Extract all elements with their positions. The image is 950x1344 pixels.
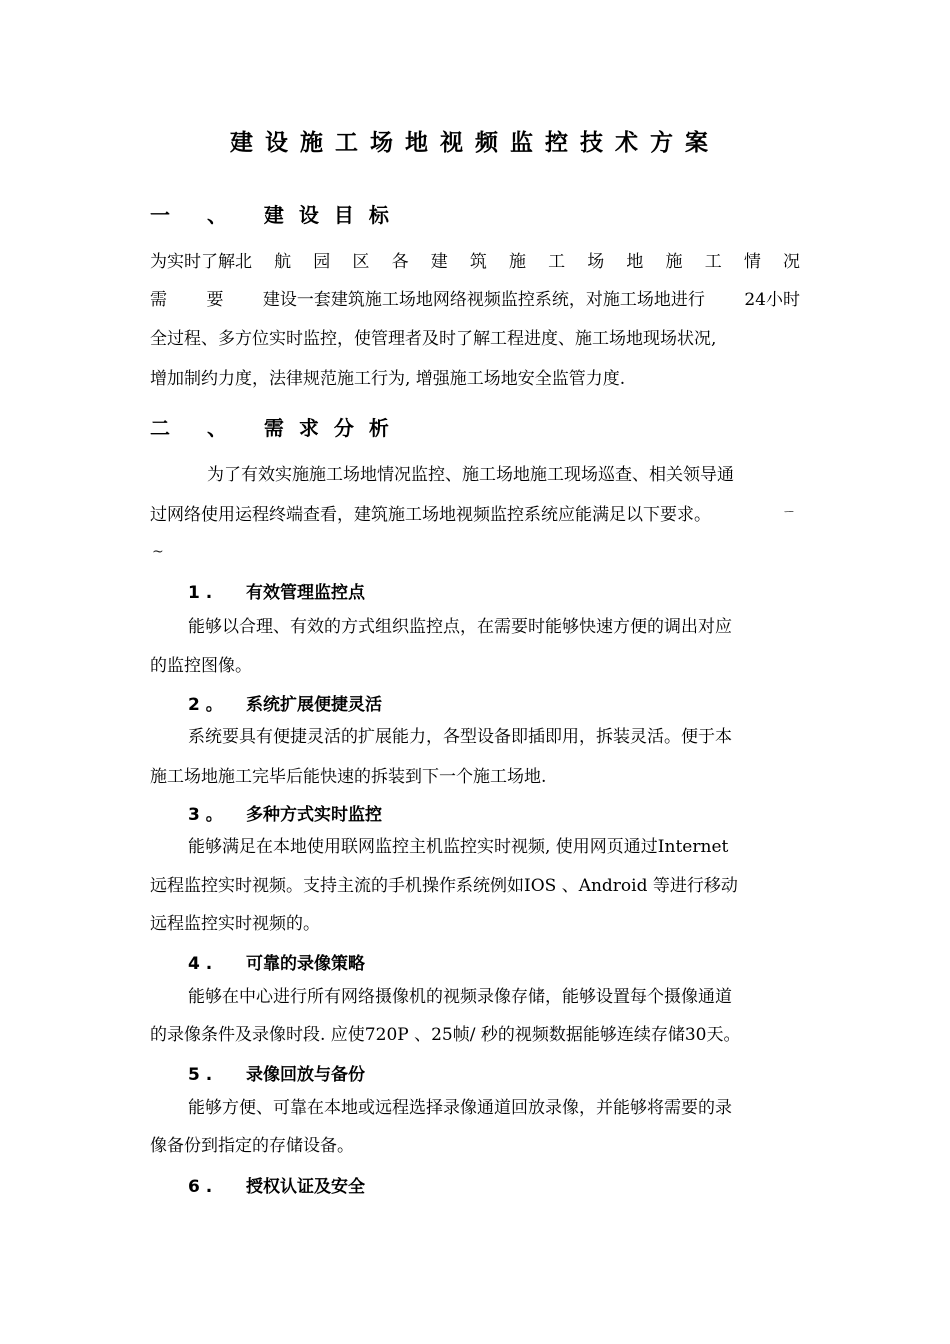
- item-number: 3 。: [188, 805, 223, 825]
- word: 场: [587, 252, 605, 272]
- item-title: 可靠的录像策略: [246, 954, 365, 974]
- paragraph-goals-line-3: 全过程、多方位实时监控，使管理者及时了解工程进度、施工场地现场状况,: [150, 329, 717, 349]
- word: 各: [391, 252, 409, 272]
- item-title: 授权认证及安全: [246, 1177, 365, 1197]
- item-title: 多种方式实时监控: [246, 805, 382, 825]
- requirement-4-line-2: 的录像条件及录像时段. 应使720P 、25帧/ 秒的视频数据能够连续存储30天。: [150, 1025, 741, 1045]
- requirement-heading-4: [188, 949, 365, 974]
- item-number: 2 。: [188, 695, 223, 715]
- word: 施: [508, 252, 526, 272]
- word: 筑: [469, 252, 487, 272]
- word: 航: [274, 252, 292, 272]
- requirement-3-line-1: 能够满足在本地使用联网监控主机监控实时视频, 使用网页通过Internet: [188, 837, 729, 857]
- requirement-heading-6: [188, 1172, 365, 1197]
- requirement-heading-2: [188, 690, 382, 715]
- requirement-3-line-3: 远程监控实时视频的。: [150, 914, 320, 934]
- word: 需: [150, 290, 167, 310]
- paragraph-intro-line-1: 为了有效实施施工场地情况监控、施工场地施工现场巡查、相关领导通: [207, 465, 734, 485]
- word: 园: [313, 252, 331, 272]
- word: 工: [548, 252, 566, 272]
- requirement-3-line-2: 远程监控实时视频。支持主流的手机操作系统例如IOS 、Android 等进行移动: [150, 876, 738, 896]
- word: 要: [206, 290, 224, 310]
- section-heading-goals: 一 、 建设目标: [150, 203, 404, 227]
- requirement-heading-5: [188, 1060, 365, 1085]
- item-number: 6 .: [188, 1177, 213, 1197]
- requirement-5-line-2: 像备份到指定的存储设备。: [150, 1136, 354, 1156]
- requirement-5-line-1: 能够方便、可靠在本地或远程选择录像通道回放录像，并能够将需要的录: [188, 1098, 732, 1118]
- requirement-2-line-2: 施工场地施工完毕后能快速的拆装到下一个施工场地.: [150, 767, 547, 787]
- item-number: 5 .: [188, 1065, 213, 1085]
- paragraph-goals-line-4: 增加制约力度，法律规范施工行为, 增强施工场地安全监管力度.: [150, 369, 626, 389]
- word: 建设一套建筑施工场地网络视频监控系统，对施工场地进行: [262, 290, 705, 310]
- item-title: 有效管理监控点: [246, 583, 365, 603]
- item-title: 录像回放与备份: [246, 1065, 365, 1085]
- word: 施: [665, 252, 683, 272]
- item-title: 系统扩展便捷灵活: [246, 695, 382, 715]
- requirement-heading-3: [188, 800, 382, 825]
- page-title: 建设施工场地视频监控技术方案: [230, 130, 720, 156]
- requirement-heading-1: [188, 578, 365, 603]
- word: 地: [626, 252, 644, 272]
- paragraph-goals-line-1: [150, 250, 800, 274]
- item-number: 1 .: [188, 583, 213, 603]
- requirement-1-line-1: 能够以合理、有效的方式组织监控点，在需要时能够快速方便的调出对应: [188, 617, 732, 637]
- word: 建: [430, 252, 448, 272]
- item-number: 4 .: [188, 954, 213, 974]
- word: 情: [743, 252, 761, 272]
- section-heading-requirements: 二 、 需求分析: [150, 416, 404, 440]
- word: 况: [782, 252, 800, 272]
- requirement-2-line-1: 系统要具有便捷灵活的扩展能力，各型设备即插即用，拆装灵活。便于本: [188, 727, 732, 747]
- word: 区: [352, 252, 370, 272]
- requirement-4-line-1: 能够在中心进行所有网络摄像机的视频录像存储，能够设置每个摄像通道: [188, 987, 732, 1007]
- paragraph-goals-line-2: [150, 288, 800, 312]
- stray-mark: ㄧ: [782, 505, 796, 521]
- stray-mark: ~: [152, 544, 164, 560]
- paragraph-intro-line-2: 过网络使用运程终端查看，建筑施工场地视频监控系统应能满足以下要求。: [150, 505, 711, 525]
- requirement-1-line-2: 的监控图像。: [150, 656, 252, 676]
- word: 为实时了解北: [150, 252, 252, 272]
- word: 工: [704, 252, 722, 272]
- word: 24小时: [744, 290, 800, 310]
